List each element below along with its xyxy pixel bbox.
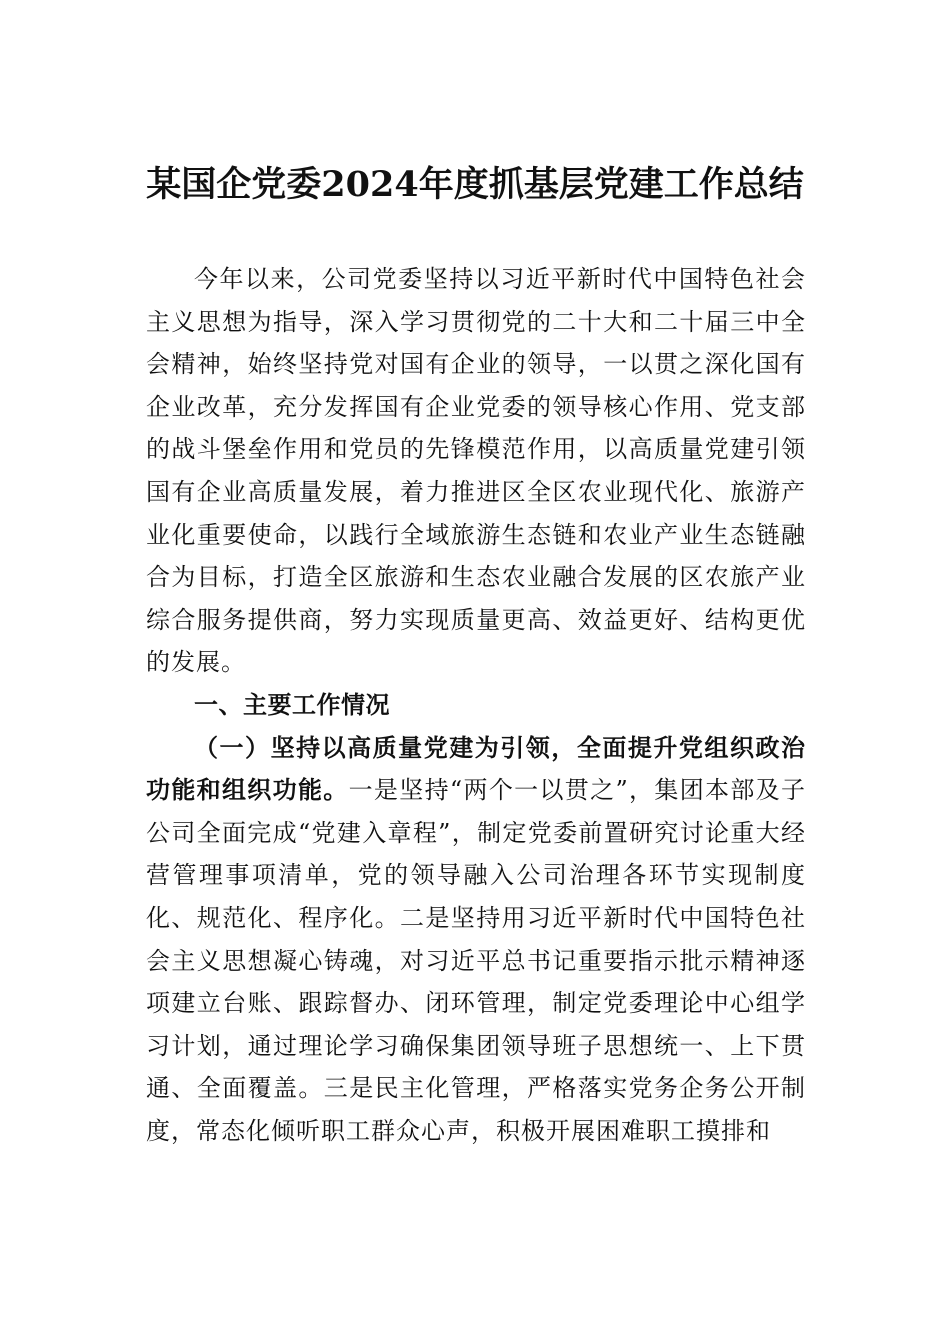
section-heading-main-work: 一、主要工作情况: [194, 690, 390, 719]
intro-paragraph: 今年以来，公司党委坚持以习近平新时代中国特色社会主义思想为指导，深入学习贯彻党的二十大和二十届三中全会精神，始终坚持党对国有企业的领导，一以贯之深化国有企业改革，充分发挥国有企业党委的领导核心作用、党支部的战斗堡垒作用和党员的先锋模范作用，以高质量党建引领国有企业高质量发展，着力推进区全区农业现代化、旅游产业化重要使命，以践行全域旅游生态链和农业产业生态链融合为目标，打造全区旅游和生态农业融合发展的区农旅产业综合服务提供商，努力实现质量更高、效益更好、结构更优的发展。: [146, 265, 806, 677]
document-body: [146, 258, 806, 1152]
subsection-body-text: 一是坚持“两个一以贯之”，集团本部及子公司全面完成“党建入章程”，制定党委前置研究讨论重大经营管理事项清单，党的领导融入公司治理各环节实现制度化、规范化、程序化。二是坚持用习近平新时代中国特色社会主义思想凝心铸魂，对习近平总书记重要指示批示精神逐项建立台账、跟踪督办、闭环管理，制定党委理论中心组学习计划，通过理论学习确保集团领导班子思想统一、上下贯通、全面覆盖。三是民主化管理，严格落实党务企务公开制度，常态化倾听职工群众心声，积极开展困难职工摸排和: [146, 776, 806, 1145]
document-title: 某国企党委2024年度抓基层党建工作总结: [146, 164, 804, 205]
subsection-lead-sentence: （一）坚持以高质量党建为引领，全面提升党组织政治功能和组织功能。: [146, 732, 806, 805]
subsection-paragraph: [146, 727, 806, 1153]
